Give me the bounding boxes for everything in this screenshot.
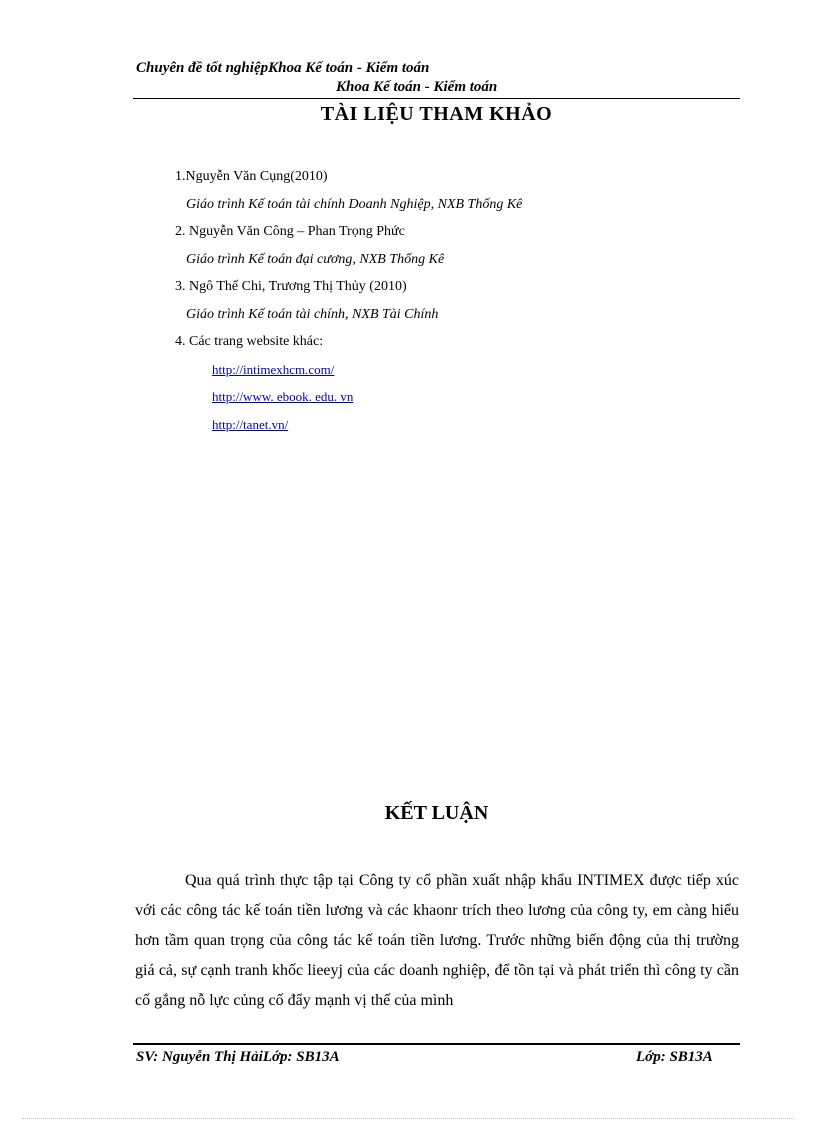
reference-book: Giáo trình Kế toán tài chính, NXB Tài Chính [186, 306, 439, 322]
website-link[interactable]: http://www. ebook. edu. vn [212, 389, 354, 404]
website-link[interactable]: http://tanet.vn/ [212, 416, 289, 432]
footer-divider [133, 1043, 740, 1045]
references-heading: TÀI LIỆU THAM KHẢO [320, 103, 553, 125]
conclusion-heading: KẾT LUẬN [384, 802, 489, 824]
references-list [175, 167, 522, 442]
footer-class: Lớp: SB13A [636, 1049, 713, 1065]
website-link[interactable]: http://intimexhcm.com/ [212, 361, 335, 377]
reference-book: Giáo trình Kế toán tài chính Doanh Nghiệp, NXB Thống Kê [186, 196, 523, 212]
reference-author: 1.Nguyễn Văn Cụng(2010) [175, 169, 328, 184]
header-subtitle: Khoa Kế toán - Kiểm toán [336, 79, 498, 95]
reference-author: 3. Ngô Thế Chi, Trương Thị Thủy (2010) [175, 279, 407, 294]
conclusion-paragraph: Qua quá trình thực tập tại Công ty cổ phần xuất nhập khẩu INTIMEX được tiếp xúc với các công tác kế toán tiền lương và các khaonr trích theo lương của công ty, em càng hiểu hơn tầm quan trọng của công tác kế toán tiền lương. Trước những biến động của thị trường giá cả, sự cạnh tranh khốc lieeyj của các doanh nghiệp, để tồn tại và phát triển thì công ty cần cố gắng nỗ lực củng cố đẩy mạnh vị thế của mình [135, 872, 739, 1009]
footer-student: SV: Nguyễn Thị HảiLớp: SB13A [136, 1049, 340, 1065]
header-title: Chuyên đề tốt nghiệpKhoa Kế toán - Kiểm toán [136, 60, 430, 76]
header-divider [133, 98, 740, 99]
reference-author: 4. Các trang website khác: [175, 334, 324, 349]
reference-author: 2. Nguyễn Văn Công – Phan Trọng Phức [175, 224, 405, 239]
reference-book: Giáo trình Kế toán đại cương, NXB Thống Kê [186, 251, 445, 267]
page-edge [22, 1118, 794, 1119]
